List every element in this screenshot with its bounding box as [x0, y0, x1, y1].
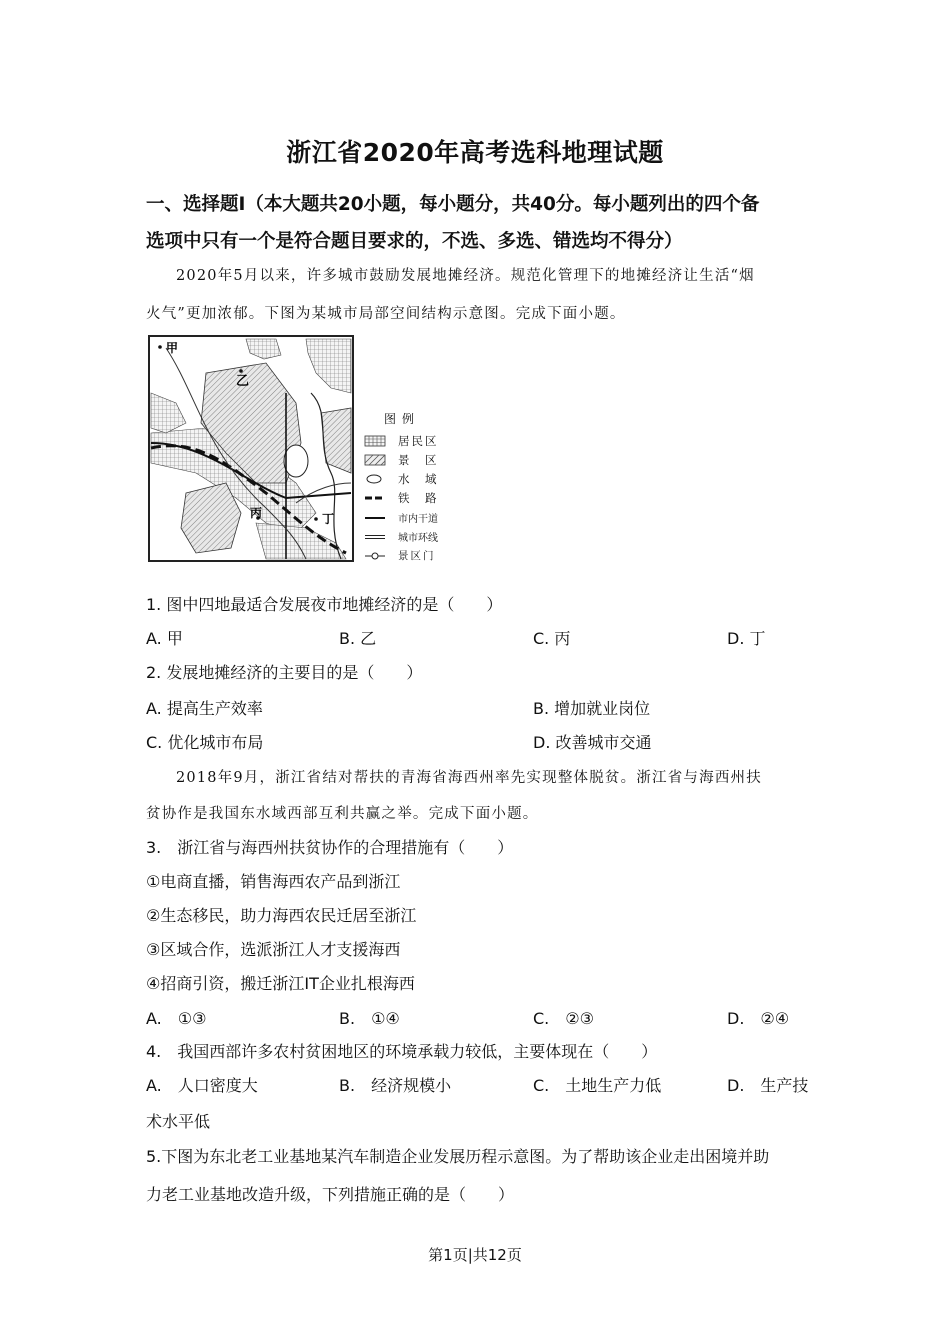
- legend-item-ring-road: [364, 529, 484, 545]
- legend-label: 居民区: [398, 434, 439, 448]
- intro1-line2: 火气”更加浓郁。下图为某城市局部空间结构示意图。完成下面小题。: [146, 306, 626, 322]
- question-3-option-a: A. ①③: [146, 1009, 207, 1028]
- gate-symbol-icon: [364, 550, 386, 562]
- question-3-item-4: ④招商引资，搬迁浙江IT企业扎根海西: [146, 974, 415, 993]
- question-5-stem-line2: 力老工业基地改造升级，下列措施正确的是（ ）: [146, 1185, 515, 1204]
- map-label-jia: 甲: [166, 341, 179, 355]
- map-label-yi: 乙: [236, 374, 250, 389]
- railway-line-icon: [364, 492, 386, 504]
- road-line-icon: [364, 512, 386, 524]
- intro2-line1: 2018年9月，浙江省结对帮扶的青海省海西州率先实现整体脱贫。浙江省与海西州扶: [176, 770, 762, 786]
- section-heading-line2: 选项中只有一个是符合题目要求的，不选、多选、错选均不得分）: [146, 231, 683, 252]
- question-3-option-c: C. ②③: [533, 1009, 594, 1028]
- legend-label: 城市环线: [398, 533, 438, 544]
- legend-item-gate: [364, 548, 484, 564]
- question-1-option-b: B. 乙: [339, 629, 377, 648]
- question-1-option-d: D. 丁: [727, 629, 766, 648]
- page-footer: 第1页|共12页: [428, 1246, 522, 1264]
- question-3-option-b: B. ①④: [339, 1009, 400, 1028]
- question-1-option-a: A. 甲: [146, 629, 183, 648]
- question-3-item-2: ②生态移民，助力海西农民迁居至浙江: [146, 906, 417, 925]
- question-3-stem: 3. 浙江省与海西州扶贫协作的合理措施有（ ）: [146, 838, 514, 857]
- hatch-pattern-icon: [364, 454, 386, 466]
- question-4-option-b: B. 经济规模小: [339, 1076, 452, 1095]
- question-4-stem: 4. 我国西部许多农村贫困地区的环境承载力较低，主要体现在（ ）: [146, 1042, 658, 1061]
- question-2-option-c: C. 优化城市布局: [146, 733, 264, 752]
- question-4-option-a: A. 人口密度大: [146, 1076, 258, 1095]
- grid-pattern-icon: [364, 435, 386, 447]
- legend-item-residential: [364, 433, 484, 449]
- question-2-stem: 2. 发展地摊经济的主要目的是（ ）: [146, 663, 423, 682]
- legend-item-scenic: [364, 452, 484, 468]
- question-1-stem: 1. 图中四地最适合发展夜市地摊经济的是（ ）: [146, 595, 503, 614]
- question-3-option-d: D. ②④: [727, 1009, 790, 1028]
- map-graphic: [146, 333, 356, 563]
- map-label-ding: 丁: [322, 512, 335, 526]
- page-title: 浙江省2020年高考选科地理试题: [286, 138, 664, 167]
- legend-label: 景区门: [398, 550, 436, 562]
- ellipse-icon: [364, 473, 386, 485]
- intro1-line1: 2020年5月以来，许多城市鼓励发展地摊经济。规范化管理下的地摊经济让生活“烟: [176, 268, 755, 284]
- legend-item-railway: [364, 490, 484, 506]
- question-1-option-c: C. 丙: [533, 629, 571, 648]
- question-2-option-d: D. 改善城市交通: [533, 733, 652, 752]
- question-4-option-c: C. 土地生产力低: [533, 1076, 662, 1095]
- question-5-stem-line1: 5.下图为东北老工业基地某汽车制造企业发展历程示意图。为了帮助该企业走出困境并助: [146, 1147, 770, 1166]
- legend-label: 水 域: [398, 472, 439, 486]
- question-2-option-a: A. 提高生产效率: [146, 699, 263, 718]
- intro2-line2: 贫协作是我国东水域西部互利共赢之举。完成下面小题。: [146, 806, 539, 822]
- legend-item-water: [364, 471, 484, 487]
- legend-label: 景 区: [398, 453, 439, 467]
- question-4-option-d-continuation: 术水平低: [146, 1112, 211, 1131]
- question-3-item-1: ①电商直播，销售海西农产品到浙江: [146, 872, 401, 891]
- map-label-bing: 丙: [250, 506, 263, 520]
- legend-item-main-road: [364, 510, 484, 526]
- legend-label: 铁 路: [398, 491, 439, 505]
- question-2-option-b: B. 增加就业岗位: [533, 699, 651, 718]
- legend-label: 市内干道: [398, 514, 438, 525]
- city-structure-map: [146, 333, 356, 563]
- legend-title: 图例: [384, 412, 421, 426]
- ring-road-line-icon: [364, 531, 386, 543]
- section-heading-line1: 一、选择题Ⅰ（本大题共20小题，每小题分，共40分。每小题列出的四个备: [146, 194, 760, 215]
- question-3-item-3: ③区域合作，选派浙江人才支援海西: [146, 940, 401, 959]
- question-4-option-d: D. 生产技: [727, 1076, 809, 1095]
